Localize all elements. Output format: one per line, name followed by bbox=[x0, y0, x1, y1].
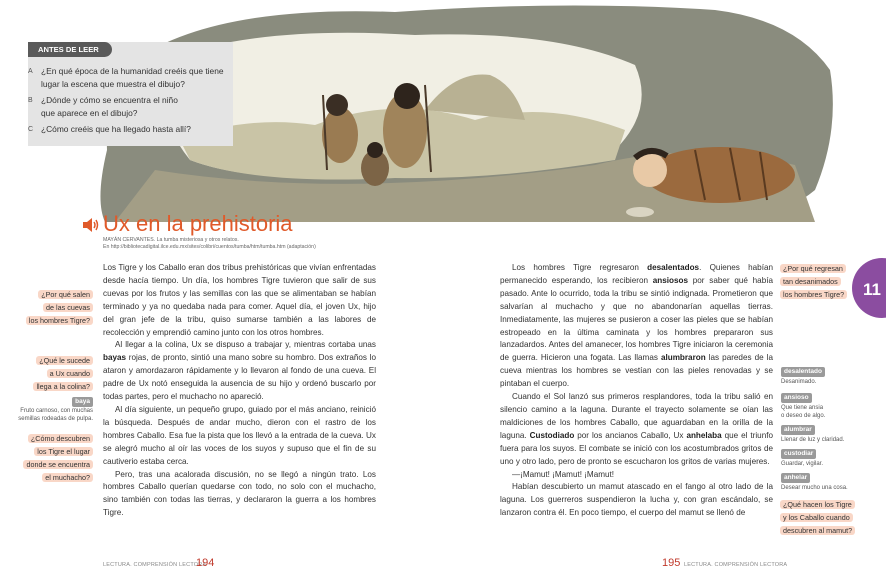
right-column-text bbox=[500, 262, 773, 520]
glossary-list bbox=[781, 360, 861, 490]
glossary-word: bayas bbox=[103, 353, 127, 363]
question-a: A ¿En qué época de la humanidad creéis que tiene lugar la escena que muestra el dibujo? bbox=[28, 66, 224, 89]
glossary-entry: desalentado Desanimado. bbox=[781, 360, 861, 386]
paragraph: Pero, tras una acalorada discusión, no se llegó a ningún trato. Los hombres Caballo querían quedarse con todo, no solo con el muchacho, sino también con todas las tierras, y declararon la guerra a los hombres Tigre. bbox=[103, 469, 376, 518]
glossary-entry: ansioso Que tiene ansia o deseo de algo. bbox=[781, 394, 826, 419]
before-reading-box bbox=[28, 42, 233, 146]
footer-right-label: LECTURA. COMPRENSIÓN LECTORA bbox=[684, 562, 788, 568]
unit-number: 11 bbox=[863, 280, 881, 299]
story-title: Ux en la prehistoria bbox=[103, 211, 293, 236]
margin-question-2: ¿Qué le sucede a Ux cuando llega a la colina? bbox=[5, 354, 93, 393]
glossary-entry: alumbrar Llenar de luz y claridad. bbox=[781, 426, 845, 443]
paragraph: Los Tigre y los Caballo eran dos tribus prehistóricas que vivían enfrentadas desde hacía tiempo. Un día, los hombres Tigre tuvieron que salir de sus cuevas por los frutos y las semillas con las que se alimentaban se habían terminado y ya no quedaba nada para comer. Aquel día, el joven Ux, hijo del gran jefe de la tribu, quiso sumarse también a las labores de recolección y emprendió camino junto con los otros hombres. bbox=[103, 263, 376, 337]
paragraph: Al día siguiente, un pequeño grupo, guiado por el más anciano, reinició la búsqueda. Después de andar mucho, dieron con el rastro de los hombres Caballo. Esa fue la pista que los llevó a la entrada de la cueva. Ux se alegró mucho al oír las voces de los suyos y supuso que el fin de su cautiverio estaba cerca. bbox=[103, 404, 376, 466]
glossary-baya: baya Fruto carnoso, con muchas semillas rodeadas de pulpa. bbox=[18, 398, 93, 422]
page-number-right: 195 bbox=[662, 557, 681, 569]
paragraph: Al llegar a la colina, Ux se dispuso a trabajar y, mientras cortaba unas bayas rojas, de pronto, sintió una mano sobre su hombro. Dos extraños lo ataron y amordazaron rápidamente y lo llevaron al fondo de una cueva. El padre de Ux notó enseguida la ausencia de su hijo y ordenó buscarlo por todas partes, pero el muchacho no apareció. bbox=[103, 340, 376, 402]
paragraph: Los hombres Tigre regresaron desalentados. Quienes habían permanecido esperando, los recibieron ansiosos por saber qué había pasado. Ante lo ocurrido, toda la tribu se sintió indignada. Prometieron que salvarían al muchacho y que no abandonarían aquellas tierras. Inmediatamente, las mujeres se pusieron a coser las pieles que se habían estropeado en la última caminata y los hombres prepararon sus lanzadardos. Antes del amanecer, los hombres Tigre iniciaron la ceremonia de guerra. Hicieron una fogata. Las llamas alumbraron las paredes de la cueva mientras los hombres se vestían con las pieles renovadas y se pintaban el cuerpo. bbox=[500, 263, 774, 389]
question-c: C ¿Cómo creéis que ha llegado hasta allí? bbox=[28, 124, 191, 134]
margin-question-5: ¿Qué hacen los Tigre y los Caballo cuando descubren al mamut? bbox=[780, 498, 862, 537]
footer-left-label: LECTURA. COMPRENSIÓN LECTORA bbox=[103, 562, 207, 568]
glossary-entry: custodiar Guardar, vigilar. bbox=[781, 450, 824, 467]
margin-question-1: ¿Por qué salen de las cuevas los hombres Tigre? bbox=[5, 288, 93, 327]
paragraph: —¡Mamut! ¡Mamut! ¡Mamut! bbox=[512, 469, 615, 479]
margin-question-4: ¿Por qué regresan tan desanimados los hombres Tigre? bbox=[780, 262, 860, 301]
speaker-icon[interactable] bbox=[82, 217, 100, 233]
story-credit: MAYÁN CERVANTES. La tumba misteriosa y otros relatos. En http://bibliotecadigital.ilce.edu.mx/sites/colibri/cuentos/tumba/htm/tumba.htm (adaptación) bbox=[103, 237, 316, 250]
page-number-left: 194 bbox=[196, 557, 215, 569]
question-b: B ¿Dónde y cómo se encuentra el niño que aparece en el dibujo? bbox=[28, 95, 178, 118]
glossary-entry: anhelar Desear mucho una cosa. bbox=[781, 474, 848, 491]
before-reading-title: ANTES DE LEER bbox=[28, 42, 112, 57]
paragraph: Cuando el Sol lanzó sus primeros resplandores, toda la tribu salió en silencio camino a la laguna. Durante el trayecto solamente se oían las maldiciones de los hombres Caballo, que aguardaban en la orilla de la laguna. Custodiado por los ancianos Caballo, Ux anhelaba que el triunfo fuera para los suyos. El combate se inició con los acostumbrados gritos de uno y otro lado, pero de pronto se escucharon los gritos de varias mujeres. bbox=[500, 392, 773, 466]
margin-question-3: ¿Cómo descubren los Tigre el lugar donde se encuentra el muchacho? bbox=[5, 432, 93, 484]
paragraph: Habían descubierto un mamut atascado en el fango al otro lado de la laguna. Los guerreros suspendieron la lucha y, con gran escándalo, se lanzaron contra él. En poco tiempo, el cuerpo del mamut se llenó de bbox=[500, 482, 773, 518]
left-column-text bbox=[103, 262, 376, 520]
